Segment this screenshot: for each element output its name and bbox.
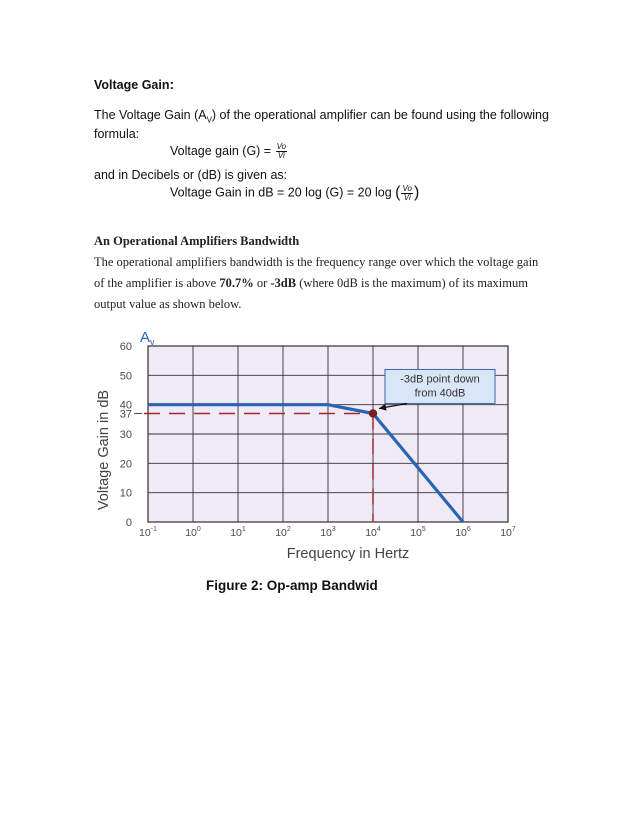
- chart-svg: [86, 320, 526, 570]
- x-tick-labels: [139, 526, 516, 539]
- section-heading: [94, 76, 174, 92]
- fraction-numerator: Vo: [402, 183, 412, 193]
- x-tick-exponent: 2: [286, 526, 291, 533]
- x-tick-label: [365, 526, 381, 539]
- formula-db-fraction: [401, 185, 413, 202]
- x-tick-exponent: -1: [150, 526, 157, 533]
- intro-line-2: formula:: [94, 127, 140, 141]
- formula-gain: [170, 143, 288, 160]
- p2-bold-db: -3dB: [270, 276, 297, 290]
- bandwidth-para-2: [94, 276, 528, 291]
- intro-line-3: and in Decibels or (dB) is given as:: [94, 168, 288, 182]
- formula-gain-label: Voltage gain (G) =: [170, 143, 275, 158]
- x-tick-label: [320, 526, 336, 539]
- x-tick-exponent: 4: [376, 526, 381, 533]
- formula-db-label: Voltage Gain in dB = 20 log (G) = 20 log: [170, 185, 396, 200]
- formula-db: [170, 184, 419, 202]
- x-tick-label: [139, 526, 157, 539]
- x-tick-base: 10: [365, 527, 377, 539]
- fraction-numerator: Vo: [276, 142, 287, 151]
- x-tick-label: [185, 526, 201, 539]
- x-tick-base: 10: [185, 527, 197, 539]
- y-axis-symbol-letter: A: [140, 329, 151, 346]
- y-axis-symbol: [140, 329, 155, 347]
- y-tick-label: 0: [125, 517, 132, 529]
- x-tick-exponent: 3: [331, 526, 336, 533]
- y-tick-label: 10: [119, 487, 132, 500]
- y-tick-label: 30: [119, 429, 132, 441]
- fraction-denominator: Vi: [277, 151, 285, 160]
- bandwidth-para-3: output value as shown below.: [94, 297, 242, 311]
- x-tick-base: 10: [455, 527, 467, 539]
- y-marker-label: 37: [119, 408, 132, 421]
- x-tick-base: 10: [410, 527, 422, 539]
- y-axis-label: Voltage Gain in dB: [96, 389, 112, 511]
- cutoff-point-marker: [369, 409, 377, 417]
- intro-sub: V: [206, 115, 212, 125]
- x-tick-label: [230, 526, 246, 539]
- x-tick-exponent: 0: [196, 526, 201, 533]
- figure-caption: Figure 2: Op-amp Bandwid: [206, 578, 378, 593]
- intro-line-1: [94, 108, 549, 125]
- x-tick-base: 10: [139, 527, 151, 539]
- x-tick-label: [410, 526, 426, 539]
- annotation-line-1: -3dB point down: [400, 373, 480, 386]
- x-tick-base: 10: [275, 527, 287, 539]
- p2-pre: of the amplifier is above: [94, 276, 220, 290]
- x-axis-label: Frequency in Hertz: [286, 546, 410, 562]
- paren-close: ): [413, 184, 420, 201]
- x-tick-label: [455, 526, 471, 539]
- y-tick-label: 60: [119, 341, 132, 353]
- bandwidth-para-1: The operational amplifiers bandwidth is the frequency range over which the voltage gain: [94, 255, 539, 269]
- x-tick-base: 10: [500, 527, 512, 539]
- intro-post: ) of the operational amplifier can be found using the following: [211, 108, 549, 122]
- intro-pre: The Voltage Gain (A: [94, 108, 207, 122]
- x-tick-exponent: 5: [421, 526, 426, 533]
- bandwidth-heading: An Operational Amplifiers Bandwidth: [94, 234, 300, 248]
- y-tick-label: 40: [119, 399, 132, 412]
- y-axis-symbol-sub: v: [150, 337, 155, 347]
- p2-bold-percent: 70.7%: [219, 276, 254, 290]
- p2-mid: or: [253, 276, 271, 290]
- x-tick-exponent: 6: [466, 526, 471, 533]
- x-tick-exponent: 7: [511, 526, 516, 533]
- y-tick-label: 50: [119, 370, 132, 383]
- formula-gain-fraction: [276, 143, 288, 160]
- fraction-denominator: Vi: [403, 192, 411, 202]
- y-tick-labels: [120, 341, 142, 529]
- p2-post: (where 0dB is the maximum) of its maximum: [296, 276, 528, 290]
- x-tick-base: 10: [320, 527, 332, 539]
- x-tick-label: [500, 526, 516, 539]
- bandwidth-chart: [86, 320, 526, 575]
- heading-text: Voltage Gain: [94, 78, 170, 92]
- paren-open: (: [395, 184, 401, 201]
- y-tick-label: 20: [119, 458, 132, 471]
- heading-colon: :: [169, 76, 175, 92]
- x-tick-exponent: 1: [241, 526, 246, 533]
- x-tick-base: 10: [230, 527, 242, 539]
- x-tick-label: [275, 526, 291, 539]
- annotation-line-2: from 40dB: [414, 387, 466, 400]
